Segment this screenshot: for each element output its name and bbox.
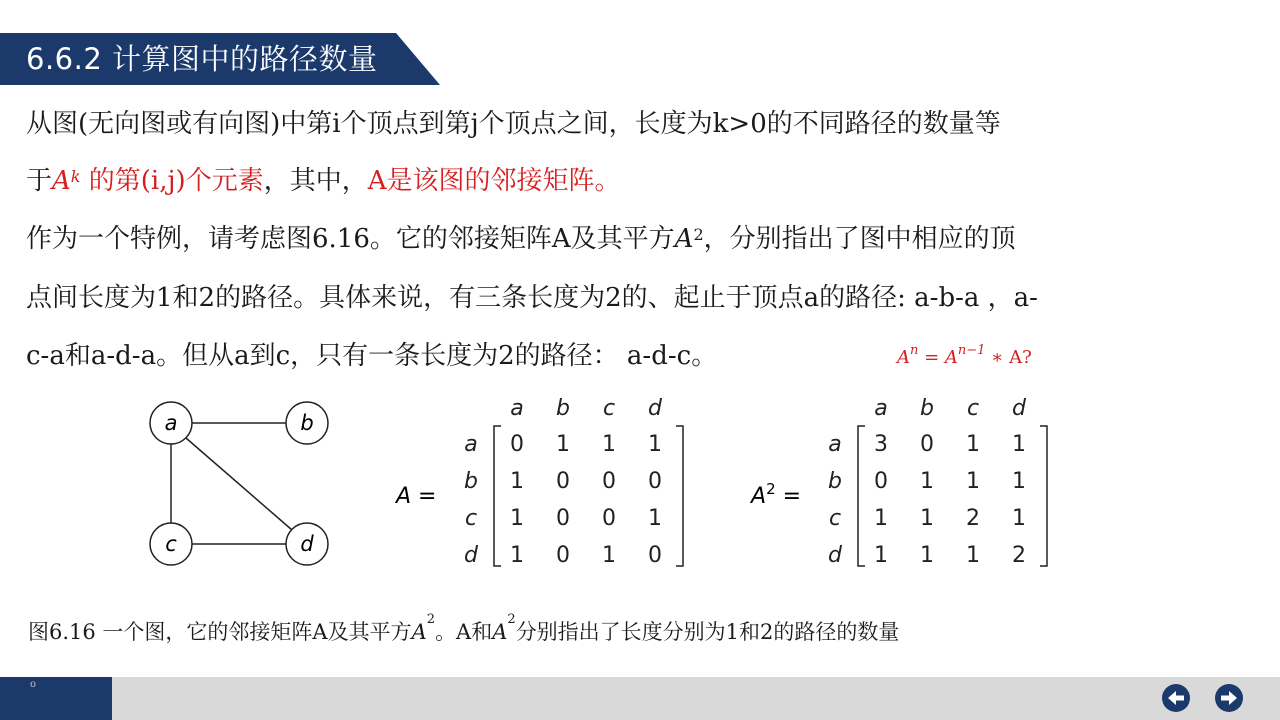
p2-matrix-symbol: A	[674, 224, 694, 254]
figure-caption	[28, 612, 900, 646]
matrix-a-cell: 1	[602, 543, 616, 568]
p2-rest: ，分别指出了图中相应的顶	[703, 224, 1016, 254]
matrix-a-cell: 1	[556, 432, 570, 457]
p2-text: 作为一个特例，请考虑图6.16。它的邻接矩阵A及其平方	[26, 224, 675, 254]
paragraph2-line2: 点间长度为1和2的路径。具体来说，有三条长度为2的、起止于顶点a的路径: a-b-a ，a-	[26, 283, 1038, 313]
matrix-a-left-bracket	[494, 426, 501, 566]
caption-part1: 图6.16 一个图，它的邻接矩阵A及其平方	[28, 620, 412, 644]
p2-exponent: 2	[693, 225, 704, 244]
matrix-a2-col-header: d	[1012, 396, 1026, 421]
matrix-a2-cell: 3	[874, 432, 888, 457]
matrix-a-row-header: d	[464, 543, 478, 568]
formula-eq: =	[918, 347, 945, 368]
matrix-a2-cell: 1	[920, 543, 934, 568]
vertex-c-label: c	[165, 532, 177, 556]
matrix-a-row-headers	[464, 432, 479, 568]
matrix-a2-col-header: a	[874, 396, 888, 421]
matrix-a-col-header: b	[556, 396, 570, 421]
matrix-a2-cell: 1	[966, 543, 980, 568]
vertex-b-label: b	[300, 411, 314, 435]
matrix-a2-label-eq: =	[775, 484, 802, 509]
matrix-a-cell: 0	[510, 432, 524, 457]
footer-bar	[0, 677, 1280, 720]
matrix-a-cell: 1	[510, 506, 524, 531]
matrix-a-cell: 0	[602, 469, 616, 494]
caption-a2: A	[492, 620, 508, 644]
matrix-a-cell: 1	[510, 469, 524, 494]
matrix-a2-left-bracket	[858, 426, 865, 566]
matrix-a2-cell: 1	[966, 432, 980, 457]
matrix-a-cell: 0	[556, 506, 570, 531]
edge-a-d	[186, 438, 292, 530]
p1-red-text2: A是该图的邻接矩阵。	[367, 166, 621, 196]
arrow-left-icon	[1161, 683, 1191, 713]
matrix-a2-cell: 1	[1012, 469, 1026, 494]
matrix-a2-col-header: b	[920, 396, 934, 421]
paragraph1-line2	[26, 164, 621, 198]
matrix-a-cell: 0	[648, 543, 662, 568]
paragraph1-line1: 从图(无向图或有向图)中第i个顶点到第j个顶点之间，长度为k>0的不同路径的数量等	[26, 109, 1001, 139]
previous-slide-button[interactable]	[1161, 683, 1191, 713]
matrix-a2-cell: 1	[1012, 506, 1026, 531]
p1-mid-text: ，其中，	[263, 166, 368, 196]
matrix-a-cell: 0	[556, 469, 570, 494]
matrix-a-cell: 1	[648, 506, 662, 531]
p1-exponent: k	[70, 167, 81, 186]
matrix-a-col-header: c	[602, 396, 616, 421]
matrix-a-row-header: a	[464, 432, 478, 457]
vertex-a-label: a	[164, 411, 178, 435]
matrix-a	[394, 396, 683, 568]
footer-block	[0, 677, 112, 720]
matrix-a2-row-header: d	[828, 543, 842, 568]
p1-red-text: 的第(i,j)个元素	[80, 166, 264, 196]
matrix-a-col-header: d	[648, 396, 662, 421]
matrix-a2-row-header: a	[828, 432, 842, 457]
matrix-a2-col-header: c	[966, 396, 980, 421]
formula-lhs-exp: n	[910, 343, 919, 358]
caption-exp2: 2	[507, 612, 516, 627]
matrix-a-row-header: c	[464, 506, 478, 531]
matrix-a-label	[394, 484, 436, 509]
formula-rhs: A	[944, 347, 958, 368]
caption-part3: 分别指出了长度分别为1和2的路径的数量	[515, 620, 900, 644]
matrix-a2	[749, 396, 1047, 568]
formula-tail: ∗ A?	[985, 347, 1032, 368]
matrix-a2-cell: 1	[1012, 432, 1026, 457]
matrix-a-right-bracket	[676, 426, 683, 566]
page-title: 6.6.2 计算图中的路径数量	[26, 42, 378, 76]
matrix-a-label-text: A =	[396, 484, 437, 509]
matrix-a2-label-exp: 2	[766, 480, 776, 498]
matrix-a2-cell: 1	[966, 469, 980, 494]
caption-a1: A	[411, 620, 427, 644]
caption-part2: 。A和	[435, 620, 493, 644]
p1-matrix-symbol: A	[52, 166, 71, 196]
matrix-a-col-headers	[510, 396, 663, 421]
graph-diagram	[150, 402, 328, 565]
next-slide-button[interactable]	[1214, 683, 1244, 713]
matrix-a2-row-headers	[828, 432, 843, 568]
formula-lhs: A	[897, 347, 910, 368]
matrix-a-cell: 0	[648, 469, 662, 494]
paragraph2-line3: c-a和a-d-a。但从a到c，只有一条长度为2的路径： a-d-c。	[26, 341, 718, 371]
matrix-a2-cell: 0	[874, 469, 888, 494]
matrix-a2-label-base: A	[751, 484, 767, 509]
matrix-a-row-header: b	[464, 469, 478, 494]
figure-6-16	[0, 390, 1280, 590]
matrix-a2-row-header: b	[828, 469, 842, 494]
matrix-a-cell: 0	[556, 543, 570, 568]
matrix-a-cell: 1	[602, 432, 616, 457]
matrix-a-cell: 0	[602, 506, 616, 531]
matrix-a2-cells	[874, 432, 1026, 568]
formula-rhs-exp: n−1	[957, 343, 986, 358]
p1-prefix: 于	[26, 166, 53, 196]
arrow-right-icon	[1214, 683, 1244, 713]
matrix-a-col-header: a	[510, 396, 524, 421]
matrix-a-cell: 1	[510, 543, 524, 568]
caption-exp1: 2	[426, 612, 436, 627]
matrix-a-cell: 1	[648, 432, 662, 457]
matrix-a2-cell: 2	[966, 506, 980, 531]
matrix-a-cells	[510, 432, 662, 568]
matrix-a2-cell: 1	[920, 469, 934, 494]
matrix-a2-cell: 1	[874, 506, 888, 531]
matrix-a2-cell: 2	[1012, 543, 1026, 568]
formula-annotation	[897, 343, 1032, 368]
matrix-a2-label	[749, 480, 801, 509]
matrix-a2-right-bracket	[1040, 426, 1047, 566]
title-banner	[0, 33, 440, 85]
matrix-a2-cell: 0	[920, 432, 934, 457]
paragraph2-line1	[26, 222, 1016, 256]
vertex-d-label: d	[300, 532, 314, 556]
footer-dot: o	[30, 679, 37, 690]
matrix-a2-cell: 1	[920, 506, 934, 531]
matrix-a2-cell: 1	[874, 543, 888, 568]
matrix-a2-row-header: c	[828, 506, 842, 531]
matrix-a2-col-headers	[874, 396, 1027, 421]
